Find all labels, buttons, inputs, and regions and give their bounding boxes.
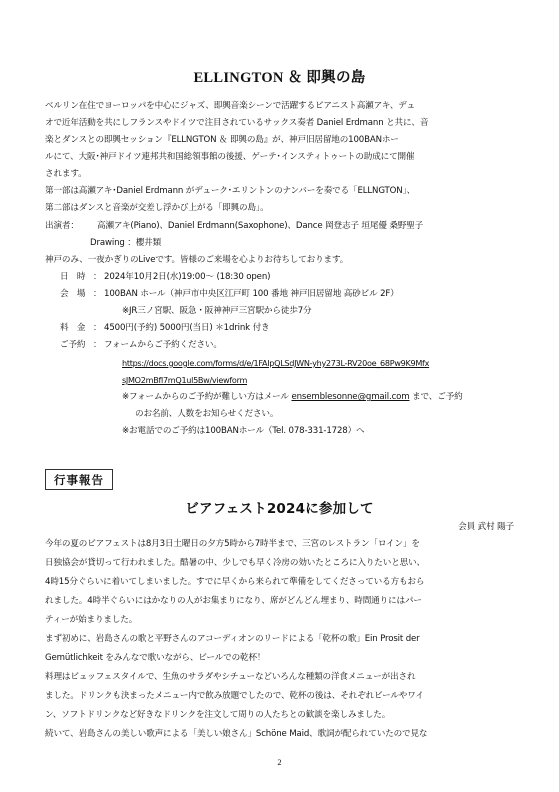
venue-access: ※JR三ノ宮駅、阪急・阪神神戸三宮駅から徒歩7分 — [122, 306, 312, 316]
performers-label: 出演者： — [45, 221, 79, 231]
reserve-label: ご予約 — [60, 340, 86, 350]
form-link-line-1[interactable]: https://docs.google.com/forms/d/e/1FAIpQLSdJWN-yhy273L-RV20oe_68Pw9K9Mfx — [122, 358, 430, 368]
performers-value: 高瀬アキ(Piano)、Daniel Erdmann(Saxophone)、Dance 岡登志子 垣尾優 桑野聖子 — [97, 221, 424, 231]
drawing-credit: Drawing ：櫻井類 — [90, 238, 162, 248]
report-line-4: れました。4時半ぐらいにはかなりの人がお集まりになり、席がどんどん埋まり、時間通りにはパー — [45, 596, 422, 606]
fee-label: 料 金 — [60, 323, 86, 333]
invite-text: 神戸のみ、一夜かぎりのLiveです。皆様のご来場を心よりお待ちしております。 — [45, 255, 349, 265]
report-line-5: ティーが始まりました。 — [45, 615, 138, 625]
mail-note-text-a: ※フォームからのご予約が難しい方はメール — [122, 392, 289, 402]
report-line-11: 続いて、岩島さんの美しい歌声による「美しい娘さん」Schöne Maid、歌詞が配られていたので見な — [45, 729, 428, 739]
date-value: ： 2024年10月2日(水)19:00～ (18:30 open) — [93, 272, 271, 282]
intro-line-1: ベルリン在住でヨーロッパを中心にジャズ、即興音楽シーンで活躍するピアニスト高瀬アキ、デュ — [45, 101, 415, 111]
event-title: ELLINGTON ＆ 即興の島 — [193, 70, 366, 86]
email-link[interactable]: ensemblesonne@gmail.com — [291, 392, 410, 402]
report-title: ビアフェスト2024に参加して — [185, 501, 374, 517]
report-author: 会員 武村 陽子 — [458, 522, 514, 532]
report-line-7: Gemütlichkeit をみんなで歌いながら、ビールでの乾杯！ — [45, 653, 266, 663]
venue-label: 会 場 — [60, 289, 86, 299]
report-line-1: 今年の夏のビアフェストは8月3日土曜日の夕方5時から7時半まで、三宮のレストラン「ロイン」を — [45, 539, 420, 549]
report-line-10: ン、ソフトドリンクなど好きなドリンクを注文して周りの人たちとの歓談を楽しみました。 — [45, 710, 391, 720]
date-label: 日 時 — [60, 272, 86, 282]
venue-value: ： 100BAN ホール（神戸市中央区江戸町 100 番地 神戸旧居留地 高砂ビル 2F） — [93, 289, 399, 299]
report-line-3: 4時15分ぐらいに着いてしまいました。すでに早くから来られて準備をしてくださっている方もおら — [45, 577, 425, 587]
page-number: 2 — [277, 757, 282, 767]
report-line-8: 料理はビュッフェスタイルで、生魚のサラダやシチューなどいろんな種類の洋食メニューが出され — [45, 672, 416, 682]
intro-line-3: 楽とダンスとの即興セッション『ELLNGTON ＆ 即興の島』が、神戸旧居留地の100BANホー — [45, 135, 399, 145]
report-line-6: まず初めに、岩島さんの歌と平野さんのアコーディオンのリードによる「乾杯の歌」Ein Prosit der — [45, 634, 420, 644]
report-line-2: 日独協会が貸切って行われました。酷暑の中、少しでも早く冷房の効いたところに入りたいと思い、 — [45, 558, 425, 568]
report-section-badge: 行事報告 — [45, 469, 113, 490]
phone-note: ※お電話でのご予約は100BANホール（Tel. 078-331-1728）へ — [122, 426, 365, 436]
intro-line-7: 第二部はダンスと音楽が交差し浮かび上がる「即興の島」。 — [45, 203, 269, 213]
mail-note — [122, 391, 463, 403]
reserve-value: ： フォームからご予約ください。 — [93, 340, 222, 350]
report-line-9: ました。ドリンクも決まったメニュー内で飲み放題でしたので、乾杯の後は、それぞれビールやワイ — [45, 691, 424, 701]
fee-value: ： 4500円(予約) 5000円(当日) ＊1drink 付き — [93, 323, 270, 333]
mail-note-line-2: のお名前、人数をお知らせください。 — [135, 409, 279, 419]
form-link-line-2[interactable]: sJMO2mBfl7mQ1ul5Bw/viewform — [122, 375, 248, 385]
intro-line-2: オで近年活動を共にしフランスやドイツで注目されているサックス奏者 Daniel Erdmann と共に、音 — [45, 118, 429, 128]
mail-note-text-b: まで、ご予約 — [412, 392, 463, 402]
intro-line-4: ルにて、大阪･神戸ドイツ連邦共和国総領事館の後援、ゲーテ･インスティトゥートの助成にて開催 — [45, 152, 415, 162]
intro-line-5: されます。 — [45, 169, 87, 179]
intro-line-6: 第一部は高瀬アキ･Daniel Erdmann がデューク･エリントンのナンバーを奏でる「ELLNGTON」、 — [45, 186, 416, 196]
